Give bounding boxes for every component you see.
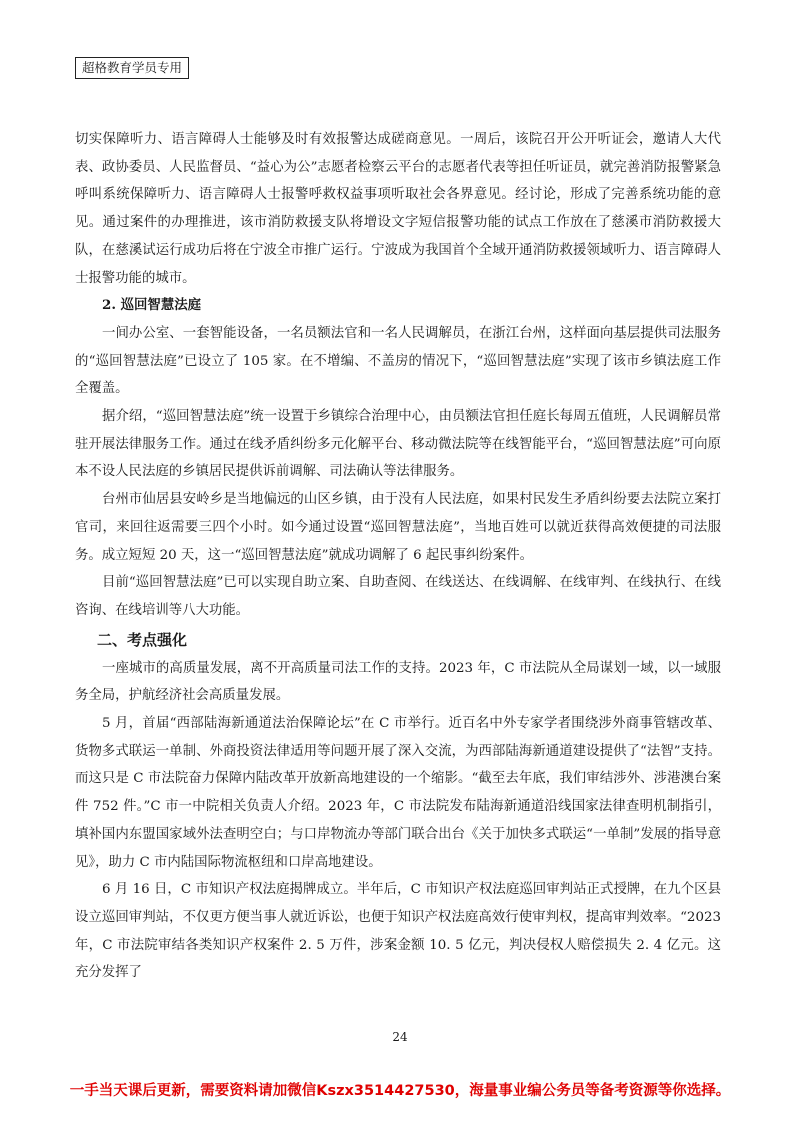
- footer-notice: 一手当天课后更新，需要资料请加微信Kszx3514427530，海量事业编公务员等备考资源等你选择。: [69, 1083, 731, 1099]
- paragraph: 据介绍，“巡回智慧法庭”统一设置于乡镇综合治理中心，由员额法官担任庭长每周五值班，人民调解员常驻开展法律服务工作。通过在线矛盾纠纷多元化解平台、移动微法院等在线智能平台，“巡回智慧法庭”可向原本不设人民法庭的乡镇居民提供诉前调解、司法确认等法律服务。: [75, 409, 721, 480]
- paragraph: 一座城市的高质量发展，离不开高质量司法工作的支持。2023 年，C 市法院从全局谋划一域，以一域服务全局，护航经济社会高质量发展。: [75, 660, 721, 704]
- paragraph: 台州市仙居县安岭乡是当地偏远的山区乡镇，由于没有人民法庭，如果村民发生矛盾纠纷要去法院立案打官司，来回往返需要三四个小时。如今通过设置“巡回智慧法庭”，当地百姓可以就近获得高效便捷的司法服务。成立短短 20 天，这一“巡回智慧法庭”就成功调解了 6 起民事纠纷案件。: [75, 492, 721, 563]
- paragraph: 切实保障听力、语言障碍人士能够及时有效报警达成磋商意见。一周后，该院召开公开听证会，邀请人大代表、政协委员、人民监督员、“益心为公”志愿者检察云平台的志愿者代表等担任听证员，就完善消防报警紧急呼叫系统保障听力、语言障碍人士报警呼救权益事项听取社会各界意见。经讨论，形成了完善系统功能的意见。通过案件的办理推进，该市消防救援支队将增设文字短信报警功能的试点工作放在了慈溪市消防救援大队，在慈溪试运行成功后将在宁波全市推广运行。宁波成为我国首个全域开通消防救援领域听力、语言障碍人士报警功能的城市。: [75, 132, 721, 286]
- paragraph: 一间办公室、一套智能设备，一名员额法官和一名人民调解员，在浙江台州，这样面向基层提供司法服务的“巡回智慧法庭”已设立了 105 家。在不增编、不盖房的情况下，“巡回智慧法庭”实现了该市乡镇法庭工作全覆盖。: [75, 325, 721, 397]
- document-body: [75, 126, 721, 987]
- paragraph: 目前“巡回智慧法庭”已可以实现自助立案、自助查阅、在线送达、在线调解、在线审判、在线执行、在线咨询、在线培训等八大功能。: [75, 575, 721, 618]
- paragraph: 5 月，首届“西部陆海新通道法治保障论坛”在 C 市举行。近百名中外专家学者围绕涉外商事管辖改革、货物多式联运一单制、外商投资法律适用等问题开展了深入交流，为西部陆海新通道建设提供了“法智”支持。而这只是 C 市法院奋力保障内陆改革开放新高地建设的一个缩影。“截至去年底，我们审结涉外、涉港澳台案件 752 件。”C 市一中院相关负责人介绍。2023 年，C 市法院发布陆海新通道沿线国家法律查明机制指引，填补国内东盟国家域外法查明空白；与口岸物流办等部门联合出台《关于加快多式联运“一单制”发展的指导意见》，助力 C 市内陆国际物流枢纽和口岸高地建设。: [75, 716, 721, 870]
- subsection-heading: 2. 巡回智慧法庭: [102, 297, 201, 314]
- page-number: 24: [392, 1030, 408, 1044]
- paragraph: 6 月 16 日，C 市知识产权法庭揭牌成立。半年后，C 市知识产权法庭巡回审判站正式授牌，在九个区县设立巡回审判站，不仅更方便当事人就近诉讼，也便于知识产权法庭高效行使审判权，提高审判效率。“2023 年，C 市法院审结各类知识产权案件 2. 5 万件，涉案金额 10. 5 亿元，判决侵权人赔偿损失 2. 4 亿元。这充分发挥了: [75, 882, 721, 981]
- section-heading: 二、考点强化: [97, 630, 188, 649]
- header-label: 超格教育学员专用: [75, 57, 189, 79]
